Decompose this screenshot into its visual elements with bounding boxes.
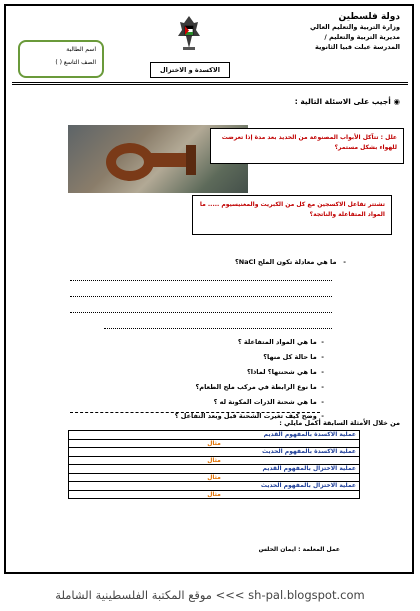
footer-site-link[interactable]: موقع المكتبة الفلسطينية الشاملة <<< sh-pal.blogspot.com bbox=[55, 588, 365, 602]
answer-line-1[interactable] bbox=[70, 280, 332, 281]
table-row bbox=[69, 473, 360, 482]
table-cell[interactable]: مثال bbox=[69, 439, 360, 448]
divider-top bbox=[12, 82, 408, 83]
table-cell[interactable]: مثال bbox=[69, 473, 360, 482]
question-box-reaction: تشتتر تفاعل الاكسجين مع كل من الكبريت والمغنيسيوم ..... ما المواد المتفاعلة والناتجة؟ bbox=[192, 195, 392, 235]
table-cell: عملية الاكسدة بالمفهوم الحديث bbox=[69, 448, 360, 457]
question-item: - ما هي المواد المتفاعلة ؟ bbox=[237, 338, 324, 346]
table-cell[interactable]: مثال bbox=[69, 456, 360, 465]
table-cell[interactable]: مثال bbox=[69, 490, 360, 499]
section2-heading: من خلال الأمثلة السابقة أكمل مايلي : bbox=[279, 419, 400, 427]
question-item: - ما هي شحنتها؟ لماذا؟ bbox=[246, 368, 324, 376]
question-item: - ما حالة كل منها؟ bbox=[263, 353, 324, 361]
student-name-label: اسم الطالبة bbox=[66, 46, 96, 53]
table-row bbox=[69, 465, 360, 474]
answer-line-3[interactable] bbox=[70, 312, 332, 313]
question-item: - ما نوع الرابطة في مركب ملح الطعام؟ bbox=[195, 383, 324, 391]
table-row bbox=[69, 490, 360, 499]
school-name: المدرسة عبلت قبيا الثانوية bbox=[315, 43, 400, 51]
table-cell: عملية الاختزال بالمفهوم القديم bbox=[69, 465, 360, 474]
question-item: - وضح كيف تغيرت الشحنة قبل وبعد التفاعل ؟ bbox=[174, 412, 324, 420]
table-cell: عملية الاختزال بالمفهوم الحديث bbox=[69, 482, 360, 491]
table-row bbox=[69, 448, 360, 457]
question-item: - ما هي شحنة الذرات المكونة له ؟ bbox=[213, 398, 324, 406]
answer-line-4[interactable] bbox=[104, 328, 332, 329]
table-cell: عملية الاكسدة بالمفهوم القديم bbox=[69, 431, 360, 440]
palestine-emblem bbox=[176, 14, 202, 52]
question-nacl: - ما هي معادلة تكون الملح NaCl؟ bbox=[234, 258, 346, 266]
divider-top-2 bbox=[12, 84, 408, 85]
table-row bbox=[69, 456, 360, 465]
answer-line-2[interactable] bbox=[70, 296, 332, 297]
teacher-credit: عمل المعلمة : ايمان الحلس bbox=[258, 546, 340, 553]
table-row bbox=[69, 439, 360, 448]
table-row bbox=[69, 482, 360, 491]
directorate-name: مديرية التربية والتعليم / bbox=[324, 33, 400, 41]
student-class-label: الصف التاسع ( ) bbox=[55, 59, 96, 66]
table-row bbox=[69, 431, 360, 440]
school-header bbox=[270, 12, 400, 52]
list-bullet-icon: ◉ bbox=[393, 97, 400, 106]
student-info-box bbox=[18, 40, 104, 78]
state-name: دولة فلسطين bbox=[338, 12, 400, 22]
question-box-rust: علل : تتآكل الأبواب المصنوعة من الحديد بعد مدة إذا تعرضت للهواء بشكل مستمر؟ bbox=[210, 128, 404, 164]
lesson-title: الاكسدة و الاختزال bbox=[150, 62, 230, 78]
divider-section bbox=[70, 412, 320, 413]
concepts-table bbox=[68, 430, 360, 499]
answer-heading: ◉ أجيب على الاسئلة التالية : bbox=[294, 97, 400, 106]
ministry-name: وزارة التربية والتعليم العالي bbox=[309, 23, 400, 31]
